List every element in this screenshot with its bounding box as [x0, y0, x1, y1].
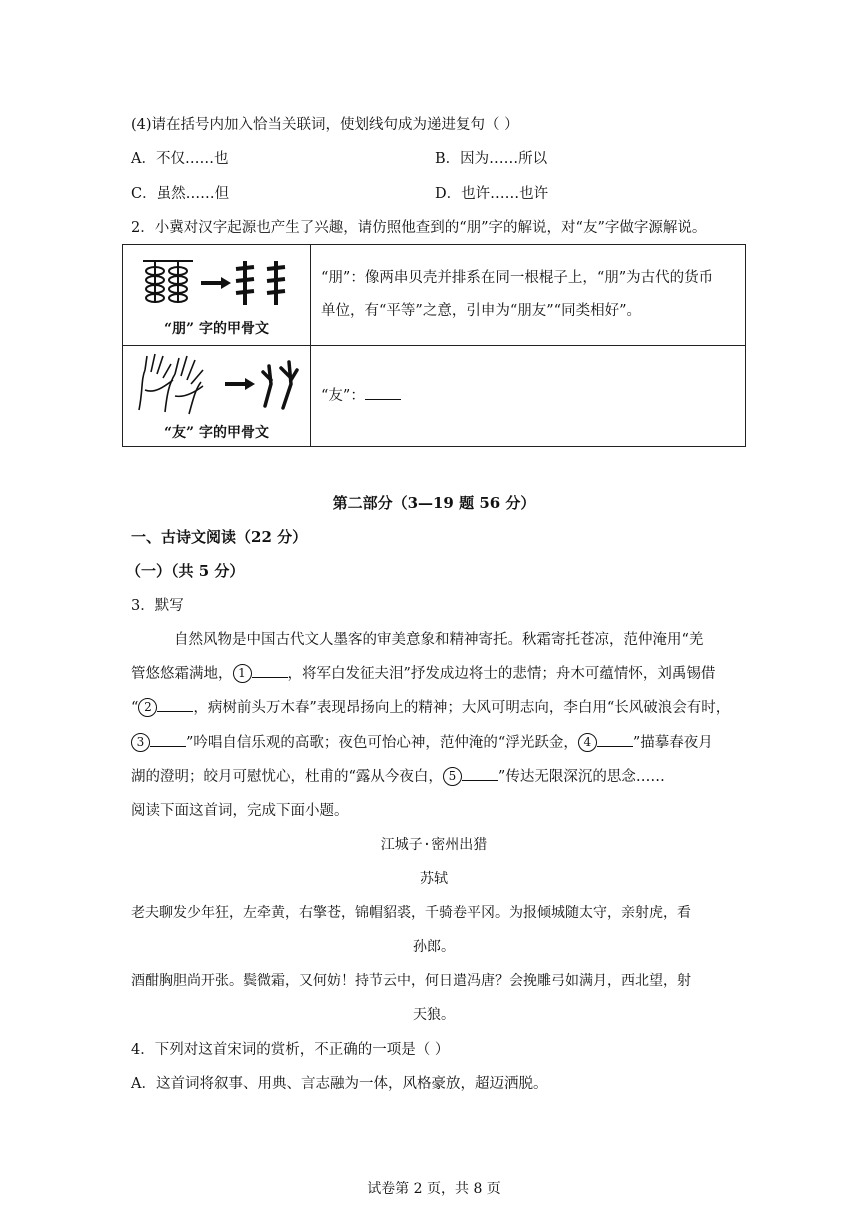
peng-explanation-cell	[311, 245, 746, 346]
dictation-line4: 3 ”吟唱自信乐观的高歌；夜色可怡心神，范仲淹的“浮光跃金， 4 ”描摹春夜月	[131, 731, 713, 752]
you-oracle-bone-image	[131, 350, 301, 416]
blank-number-5: 5	[443, 767, 462, 786]
peng-explanation-line2: 单位，有“平等”之意，引申为“朋友”“同类相好”。	[321, 303, 641, 319]
peng-caption: “朋” 字的甲骨文	[164, 321, 269, 337]
you-caption: “友” 字的甲骨文	[164, 425, 269, 441]
you-image-cell	[123, 346, 311, 447]
q2-stem: 2．小冀对汉字起源也产生了兴趣，请仿照他查到的“朋”字的解说，对“友”字做字源解说。	[131, 220, 707, 236]
q4-stem: (4)请在括号内加入恰当关联词，使划线句成为递进复句（ ）	[131, 117, 519, 133]
poem-line3: 酒酣胸胆尚开张。鬓微霜，又何妨！持节云中，何日遣冯唐？会挽雕弓如满月，西北望，射	[131, 973, 691, 989]
answer-blank[interactable]	[150, 734, 186, 747]
poem-line2: 孙郎。	[413, 939, 455, 955]
q3-label: 3．默写	[131, 598, 184, 614]
poem-line4: 天狼。	[413, 1007, 455, 1023]
answer-blank[interactable]	[365, 387, 401, 400]
q4-poem-option-a: A．这首词将叙事、用典、言志融为一体，风格豪放，超迈洒脱。	[131, 1076, 548, 1092]
you-explanation-label: “友”：	[321, 387, 365, 404]
subsection-title: （一）（共 5 分）	[126, 562, 245, 580]
dictation-line2: 管悠悠霜满地， 1 ，将军白发征夫泪”抒发成边将士的悲情；舟木可蕴情怀，刘禹锡借	[131, 666, 716, 682]
section1-title: 一、古诗文阅读（22 分）	[131, 528, 308, 546]
dictation-line3: “ 2 ，病树前头万木春”表现昂扬向上的精神；大风可明志向，李白用“长风破浪会有时，	[131, 700, 731, 716]
blank-number-3: 3	[131, 733, 150, 752]
q4-option-b: B．因为……所以	[435, 151, 548, 167]
answer-blank[interactable]	[157, 699, 193, 712]
peng-explanation-line1: “朋”：像两串贝壳并排系在同一根棍子上，“朋”为古代的货币	[321, 270, 714, 286]
dictation-line5: 湖的澄明；皎月可慰忧心，杜甫的“露从今夜白， 5 ”传达无限深沉的思念……	[131, 769, 665, 785]
blank-number-2: 2	[138, 698, 157, 717]
q4-poem-stem: 4．下列对这首宋词的赏析，不正确的一项是（ ）	[131, 1042, 450, 1058]
dictation-line1: 自然风物是中国古代文人墨客的审美意象和精神寄托。秋霜寄托苍凉，范仲淹用“羌	[174, 632, 704, 648]
q4-option-a: A．不仅……也	[131, 151, 229, 167]
table-row	[123, 245, 746, 346]
reading-instruction: 阅读下面这首词，完成下面小题。	[131, 803, 349, 819]
poem-title: 江城子·密州出猎	[380, 837, 488, 853]
peng-oracle-bone-image	[133, 253, 303, 313]
you-explanation-cell	[311, 346, 746, 447]
poem-author: 苏轼	[420, 871, 448, 887]
etymology-table	[122, 244, 746, 447]
answer-blank[interactable]	[597, 734, 633, 747]
answer-blank[interactable]	[462, 768, 498, 781]
page-footer: 试卷第 2 页，共 8 页	[367, 1181, 501, 1197]
answer-blank[interactable]	[252, 665, 288, 678]
q4-option-d: D．也许……也许	[435, 186, 549, 202]
table-row	[123, 346, 746, 447]
poem-line1: 老夫聊发少年狂，左牵黄，右擎苍，锦帽貂裘，千骑卷平冈。为报倾城随太守，亲射虎，看	[131, 905, 691, 921]
q4-option-c: C．虽然……但	[131, 186, 230, 202]
blank-number-4: 4	[578, 733, 597, 752]
peng-image-cell	[123, 245, 311, 346]
part2-title: 第二部分（3—19 题 56 分）	[332, 494, 536, 512]
blank-number-1: 1	[233, 664, 252, 683]
